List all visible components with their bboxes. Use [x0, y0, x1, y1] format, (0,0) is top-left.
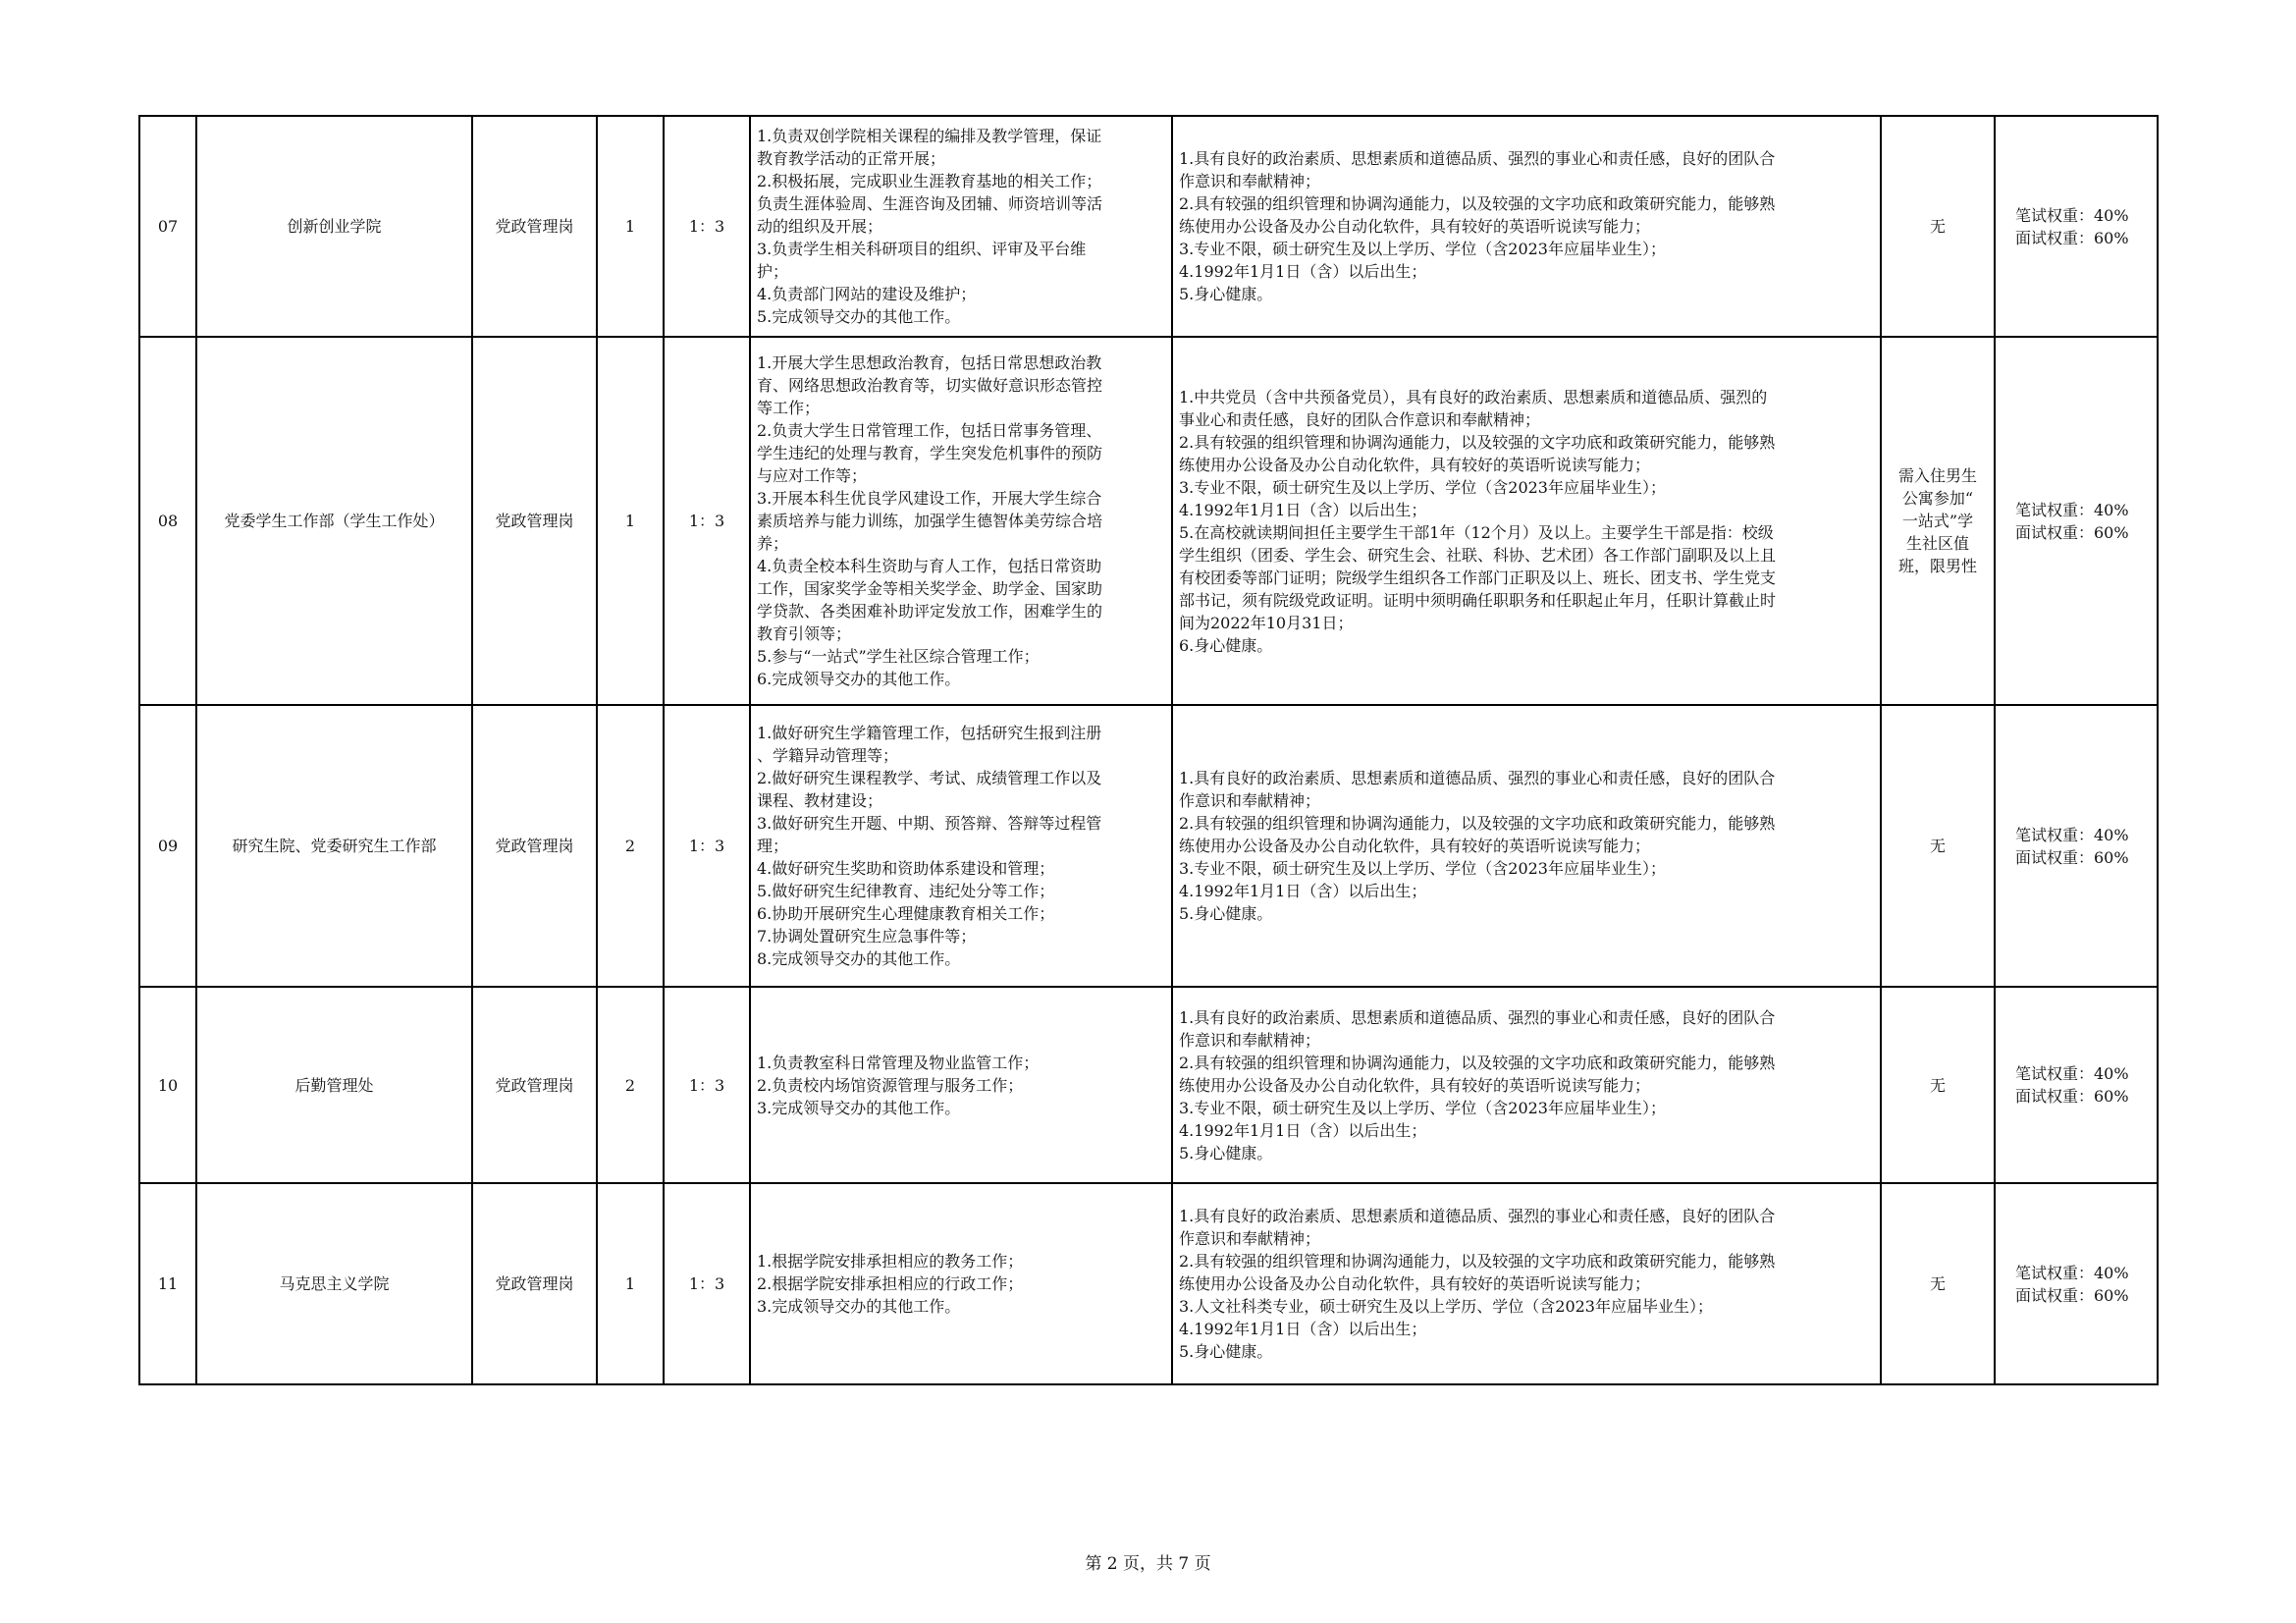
duties: [750, 1183, 1172, 1384]
text-line: 动的组织及开展；: [757, 217, 883, 236]
text-line: 4.1992年1月1日（含）以后出生；: [1179, 882, 1427, 900]
recruitment-table: [138, 115, 2159, 1385]
text-line: 护；: [757, 262, 789, 281]
score-weights: [1995, 116, 2158, 337]
text-line: 笔试权重：40%: [2015, 500, 2129, 519]
text-line: 4.做好研究生奖助和资助体系建设和管理；: [757, 859, 1055, 878]
text-line: 练使用办公设备及办公自动化软件，具有较好的英语听说读写能力；: [1179, 1075, 1651, 1095]
interview-ratio: 1：3: [664, 337, 750, 705]
text-line: 练使用办公设备及办公自动化软件，具有较好的英语听说读写能力；: [1179, 217, 1651, 236]
text-line: 生社区值: [1905, 534, 1969, 553]
text-line: 3.完成领导交办的其他工作。: [757, 1297, 961, 1316]
text-line: 4.负责全校本科生资助与育人工作，包括日常资助: [757, 557, 1102, 575]
text-line: 学贷款、各类困难补助评定发放工作，困难学生的: [757, 602, 1103, 621]
department: 创新创业学院: [196, 116, 472, 337]
text-line: 2.具有较强的组织管理和协调沟通能力，以及较强的文字功底和政策研究能力，能够熟: [1179, 432, 1776, 452]
text-line: 笔试权重：40%: [2015, 1064, 2129, 1083]
text-line: 负责生涯体验周、生涯咨询及团辅、师资培训等活: [757, 194, 1103, 213]
text-line: 1.具有良好的政治素质、思想素质和道德品质、强烈的事业心和责任感，良好的团队合: [1179, 1007, 1776, 1027]
text-line: 与应对工作等；: [757, 466, 868, 485]
department: 党委学生工作部（学生工作处）: [196, 337, 472, 705]
score-weights: [1995, 987, 2158, 1183]
duties: [750, 116, 1172, 337]
text-line: 无: [1929, 837, 1946, 855]
interview-ratio: 1：3: [664, 987, 750, 1183]
department: 研究生院、党委研究生工作部: [196, 705, 472, 987]
text-line: 作意识和奉献精神；: [1179, 791, 1321, 810]
text-line: 面试权重：60%: [2015, 522, 2129, 542]
other-conditions: [1881, 1183, 1995, 1384]
text-line: 工作，国家奖学金等相关奖学金、助学金、国家助: [757, 579, 1103, 598]
text-line: 2.做好研究生课程教学、考试、成绩管理工作以及: [757, 769, 1102, 787]
text-line: 笔试权重：40%: [2015, 1263, 2129, 1282]
text-line: 练使用办公设备及办公自动化软件，具有较好的英语听说读写能力；: [1179, 1274, 1651, 1293]
text-line: 班，限男性: [1897, 557, 1977, 575]
post-type: 党政管理岗: [472, 705, 597, 987]
row-number: 07: [139, 116, 196, 337]
table-row: [139, 705, 2158, 987]
text-line: 1.根据学院安排承担相应的教务工作；: [757, 1252, 1024, 1271]
interview-ratio: 1：3: [664, 705, 750, 987]
requirements: [1172, 705, 1881, 987]
row-number: 08: [139, 337, 196, 705]
text-line: 教育教学活动的正常开展；: [757, 149, 946, 168]
text-line: 有校团委等部门证明；院级学生组织各工作部门正职及以上、班长、团支书、学生党支: [1179, 568, 1777, 587]
text-line: 1.负责教室科日常管理及物业监管工作；: [757, 1053, 1040, 1072]
text-line: 6.完成领导交办的其他工作。: [757, 670, 961, 688]
score-weights: [1995, 705, 2158, 987]
page-number: 第 2 页，共 7 页: [1085, 1554, 1211, 1574]
text-line: 、学籍异动管理等；: [757, 746, 899, 765]
text-line: 笔试权重：40%: [2015, 825, 2129, 844]
hiring-count: 2: [597, 987, 664, 1183]
text-line: 5.完成领导交办的其他工作。: [757, 307, 961, 326]
text-line: 部书记，须有院级党政证明。证明中须明确任职职务和任职起止年月，任职计算截止时: [1179, 590, 1777, 610]
row-number: 10: [139, 987, 196, 1183]
text-line: 4.负责部门网站的建设及维护；: [757, 285, 977, 303]
text-line: 间为2022年10月31日；: [1179, 613, 1354, 632]
interview-ratio: 1：3: [664, 1183, 750, 1384]
text-line: 需入住男生: [1897, 466, 1977, 485]
text-line: 3.专业不限，硕士研究生及以上学历、学位（含2023年应届毕业生）；: [1179, 240, 1666, 258]
text-line: 6.身心健康。: [1179, 635, 1273, 655]
text-line: 1.负责双创学院相关课程的编排及教学管理，保证: [757, 127, 1102, 145]
duties: [750, 337, 1172, 705]
post-type: 党政管理岗: [472, 116, 597, 337]
text-line: 练使用办公设备及办公自动化软件，具有较好的英语听说读写能力；: [1179, 837, 1651, 855]
text-line: 面试权重：60%: [2015, 1087, 2129, 1106]
table-row: [139, 116, 2158, 337]
text-line: 3.人文社科类专业，硕士研究生及以上学历、学位（含2023年应届毕业生）；: [1179, 1297, 1713, 1316]
text-line: 4.1992年1月1日（含）以后出生；: [1179, 500, 1427, 519]
text-line: 无: [1929, 1274, 1946, 1293]
interview-ratio: 1：3: [664, 116, 750, 337]
score-weights: [1995, 1183, 2158, 1384]
text-line: 3.专业不限，硕士研究生及以上学历、学位（含2023年应届毕业生）；: [1179, 477, 1666, 497]
text-line: 2.根据学院安排承担相应的行政工作；: [757, 1274, 1024, 1293]
text-line: 5.做好研究生纪律教育、违纪处分等工作；: [757, 882, 1055, 900]
text-line: 作意识和奉献精神；: [1179, 172, 1321, 190]
other-conditions: [1881, 337, 1995, 705]
text-line: 1.开展大学生思想政治教育，包括日常思想政治教: [757, 353, 1102, 372]
post-type: 党政管理岗: [472, 1183, 597, 1384]
other-conditions: [1881, 705, 1995, 987]
text-line: 3.负责学生相关科研项目的组织、评审及平台维: [757, 240, 1087, 258]
text-line: 课程、教材建设；: [757, 791, 883, 810]
row-number: 09: [139, 705, 196, 987]
text-line: 学生违纪的处理与教育，学生突发危机事件的预防: [757, 444, 1103, 462]
text-line: 5.身心健康。: [1179, 1342, 1273, 1361]
text-line: 教育引领等；: [757, 624, 852, 643]
score-weights: [1995, 337, 2158, 705]
hiring-count: 1: [597, 116, 664, 337]
text-line: 育、网络思想政治教育等，切实做好意识形态管控: [757, 376, 1103, 395]
text-line: 1.具有良好的政治素质、思想素质和道德品质、强烈的事业心和责任感，良好的团队合: [1179, 769, 1776, 787]
text-line: 一站式”学: [1901, 512, 1974, 530]
text-line: 练使用办公设备及办公自动化软件，具有较好的英语听说读写能力；: [1179, 455, 1651, 474]
text-line: 5.在高校就读期间担任主要学生干部1年（12个月）及以上。主要学生干部是指：校级: [1179, 522, 1774, 542]
text-line: 2.具有较强的组织管理和协调沟通能力，以及较强的文字功底和政策研究能力，能够熟: [1179, 1053, 1776, 1072]
text-line: 5.身心健康。: [1179, 285, 1273, 303]
text-line: 公寓参加“: [1901, 489, 1974, 508]
other-conditions: [1881, 987, 1995, 1183]
text-line: 作意识和奉献精神；: [1179, 1030, 1321, 1050]
text-line: 1.中共党员（含中共预备党员），具有良好的政治素质、思想素质和道德品质、强烈的: [1179, 387, 1768, 406]
hiring-count: 1: [597, 337, 664, 705]
department: 后勤管理处: [196, 987, 472, 1183]
text-line: 面试权重：60%: [2015, 847, 2129, 867]
text-line: 学生组织（团委、学生会、研究生会、社联、科协、艺术团）各工作部门副职及以上且: [1179, 545, 1777, 565]
post-type: 党政管理岗: [472, 987, 597, 1183]
text-line: 4.1992年1月1日（含）以后出生；: [1179, 262, 1427, 281]
text-line: 7.协调处置研究生应急事件等；: [757, 927, 977, 946]
text-line: 3.专业不限，硕士研究生及以上学历、学位（含2023年应届毕业生）；: [1179, 1098, 1666, 1117]
text-line: 2.负责校内场馆资源管理与服务工作；: [757, 1075, 1024, 1095]
text-line: 养；: [757, 534, 789, 553]
text-line: 面试权重：60%: [2015, 228, 2129, 247]
row-number: 11: [139, 1183, 196, 1384]
hiring-count: 2: [597, 705, 664, 987]
text-line: 2.具有较强的组织管理和协调沟通能力，以及较强的文字功底和政策研究能力，能够熟: [1179, 194, 1776, 213]
department: 马克思主义学院: [196, 1183, 472, 1384]
text-line: 5.参与“一站式”学生社区综合管理工作；: [757, 647, 1040, 666]
text-line: 4.1992年1月1日（含）以后出生；: [1179, 1120, 1427, 1140]
text-line: 6.协助开展研究生心理健康教育相关工作；: [757, 904, 1055, 923]
text-line: 1.具有良好的政治素质、思想素质和道德品质、强烈的事业心和责任感，良好的团队合: [1179, 1207, 1776, 1225]
text-line: 3.完成领导交办的其他工作。: [757, 1098, 961, 1117]
table-row: [139, 337, 2158, 705]
text-line: 4.1992年1月1日（含）以后出生；: [1179, 1320, 1427, 1338]
post-type: 党政管理岗: [472, 337, 597, 705]
table-row: [139, 987, 2158, 1183]
text-line: 无: [1929, 1075, 1946, 1095]
text-line: 2.具有较强的组织管理和协调沟通能力，以及较强的文字功底和政策研究能力，能够熟: [1179, 814, 1776, 833]
text-line: 3.做好研究生开题、中期、预答辩、答辩等过程管: [757, 814, 1102, 833]
text-line: 2.积极拓展，完成职业生涯教育基地的相关工作；: [757, 172, 1102, 190]
text-line: 事业心和责任感，良好的团队合作意识和奉献精神；: [1179, 409, 1541, 429]
text-line: 作意识和奉献精神；: [1179, 1229, 1321, 1248]
text-line: 3.开展本科生优良学风建设工作，开展大学生综合: [757, 489, 1102, 508]
text-line: 1.具有良好的政治素质、思想素质和道德品质、强烈的事业心和责任感，良好的团队合: [1179, 149, 1776, 168]
text-line: 无: [1929, 217, 1946, 236]
duties: [750, 705, 1172, 987]
requirements: [1172, 116, 1881, 337]
text-line: 理；: [757, 837, 789, 855]
other-conditions: [1881, 116, 1995, 337]
requirements: [1172, 337, 1881, 705]
table-row: [139, 1183, 2158, 1384]
text-line: 2.具有较强的组织管理和协调沟通能力，以及较强的文字功底和政策研究能力，能够熟: [1179, 1252, 1776, 1271]
text-line: 等工作；: [757, 399, 821, 417]
text-line: 3.专业不限，硕士研究生及以上学历、学位（含2023年应届毕业生）；: [1179, 859, 1666, 878]
duties: [750, 987, 1172, 1183]
text-line: 5.身心健康。: [1179, 904, 1273, 923]
text-line: 2.负责大学生日常管理工作，包括日常事务管理、: [757, 421, 1102, 440]
text-line: 8.完成领导交办的其他工作。: [757, 949, 961, 968]
text-line: 笔试权重：40%: [2015, 205, 2129, 225]
text-line: 5.身心健康。: [1179, 1143, 1273, 1163]
text-line: 1.做好研究生学籍管理工作，包括研究生报到注册: [757, 724, 1102, 742]
text-line: 素质培养与能力训练，加强学生德智体美劳综合培: [757, 512, 1103, 530]
text-line: 面试权重：60%: [2015, 1285, 2129, 1305]
hiring-count: 1: [597, 1183, 664, 1384]
requirements: [1172, 1183, 1881, 1384]
requirements: [1172, 987, 1881, 1183]
